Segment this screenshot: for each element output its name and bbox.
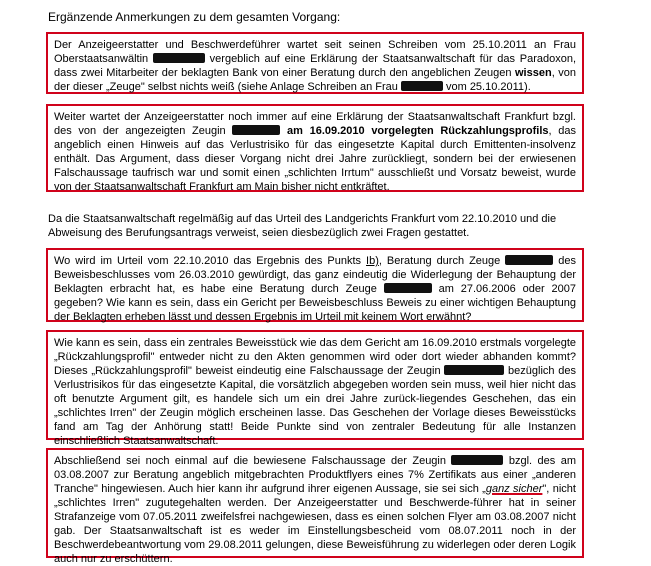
conclusion-box — [46, 448, 584, 565]
text-segment: ", nicht „schlichtes Irren" zugutegehalten werden. Der Anzeigeerstatter und Beschwerde-führer hat in seiner Strafanzeige vom 07.05.2011 zweifelsfrei nachgewiesen, dass es einen solchen Flyer am 03.08.2007 nicht gab. Der Staatsanwaltschaft ist es weder im Einstellungsbescheid vom 08.07.2011 noch in der Beschwerdebeantwortung vom 29.08.2011 gelungen, diese Beweisführung zu widerlegen oder deren Logik auch nur zu erschüttern. — [54, 483, 576, 565]
text-segment: vergeblich auf eine Erklärung der Staatsanwaltschaft für das Paradoxon, dass zwei Mitarbeiter der beklagten Bank von einer Beratung durch den angeblichen Zeugen — [54, 53, 577, 79]
text-segment: , Beratung durch Zeuge — [378, 255, 506, 267]
redaction-block — [444, 365, 504, 375]
redaction-block — [384, 283, 432, 293]
text-segment: , das angeblich einen Hinweis auf das Verlustrisiko für das eingesetzte Kapital durch Emittenten-insolvenz enthält. Das Argument, dass dieser Vorgang nicht drei Jahre zurückliegt, sondern bei der erwiesenen Falschaussage taufrisch war und somit einen „schlichten Irrtum" ausschließt und Vorsatz beweist, wurde von der Staatsanwaltschaft Frankfurt am Main bisher nicht entkräftet. — [54, 125, 576, 193]
text-segment: vom 25.10.2011). — [442, 81, 531, 93]
question-box-2 — [46, 330, 584, 447]
text-segment: bezüglich des Verlustrisikos für das eingesetzte Kapital, die vorsätzlich abgegeben worden sein muss, weil hier nicht das oft benutzte Argument gilt, es handele sich um ein drei Jahre zurück-liegendes Geschehen, das ein „schlichtes Irren" der Zeugin möglich erscheinen lasse. Das Geschehen der Vorlage dieses Beweisstücks fand am Tag der Anhörung statt! Beide Punkte sind von zentraler Bedeutung für alle Instanzen einschließlich Staatsanwaltschaft. — [54, 365, 577, 447]
section-heading: Ergänzende Anmerkungen zu dem gesamten Vorgang: — [48, 10, 341, 24]
text-segment: bzgl. des am 03.08.2007 zur Beratung angeblich mitgebrachten Produktflyers eines 7% Zertifikats aus einer „anderen Tranche" hingewiesen. Auch hier kann ihr aufgrund ihrer eigenen Aussage, sie sei sich „ — [54, 455, 577, 495]
redaction-block — [505, 255, 553, 265]
underlined-text: Ib) — [366, 255, 379, 267]
redaction-block — [451, 455, 503, 465]
emphasized-text: ganz sicher — [485, 483, 543, 495]
bold-text: wissen — [515, 67, 552, 79]
redaction-block — [153, 53, 205, 63]
text-segment: des Beweisbeschlusses vom 26.03.2010 gewürdigt, das ganz eindeutig die Widerlegung der Behauptung der Beklagten erbracht hat, es habe eine Beratung durch Zeuge — [54, 255, 576, 295]
note-box-2 — [46, 104, 584, 192]
text-segment: , von der dieser „Zeuge" selbst nichts weiß (siehe Anlage Schreiben an Frau — [54, 67, 576, 93]
bold-text: am 16.09.2010 vorgelegten Rückzahlungsprofils — [287, 125, 549, 137]
intro-paragraph: Da die Staatsanwaltschaft regelmäßig auf das Urteil des Landgerichts Frankfurt vom 22.10.2010 und die Abweisung des Berufungsantrags verweist, seien diesbezüglich zwei Fragen gestattet. — [48, 213, 557, 239]
note-box-1 — [46, 32, 584, 94]
redaction-block — [232, 125, 280, 135]
text-segment: am 27.06.2006 oder 2007 gegeben? Wie kann es sein, dass ein Gericht per Beweisbeschluss Beweis zu einer wichtigen Behauptung der Beklagten erheben lässt und dessen Ergebnis im Urteil mit keinem Wort erwähnt? — [54, 283, 577, 323]
text-segment: Der Anzeigeerstatter und Beschwerdeführer wartet seit seinen Schreiben vom 25.10.2011 an Frau Oberstaatsanwältin — [54, 39, 576, 65]
question-box-1 — [46, 248, 584, 322]
text-segment: Wie kann es sein, dass ein zentrales Beweisstück wie das dem Gericht am 16.09.2010 erstmals vorgelegte „Rückzahlungsprofil" entweder nicht zu den Akten genommen wird oder dort wieder abhanden kommt? Dieses „Rückzahlungsprofil" beweist eindeutig eine Falschaussage der Zeugin — [54, 337, 576, 377]
redaction-block — [401, 81, 443, 91]
text-segment: Weiter wartet der Anzeigeerstatter noch immer auf eine Erklärung der Staatsanwaltschaft Frankfurt bzgl. des von der angezeigten Zeugin — [54, 111, 576, 137]
text-segment: Abschließend sei noch einmal auf die bewiesene Falschaussage der Zeugin — [54, 455, 452, 467]
text-segment: Wo wird im Urteil vom 22.10.2010 das Ergebnis des Punkts — [54, 255, 367, 267]
